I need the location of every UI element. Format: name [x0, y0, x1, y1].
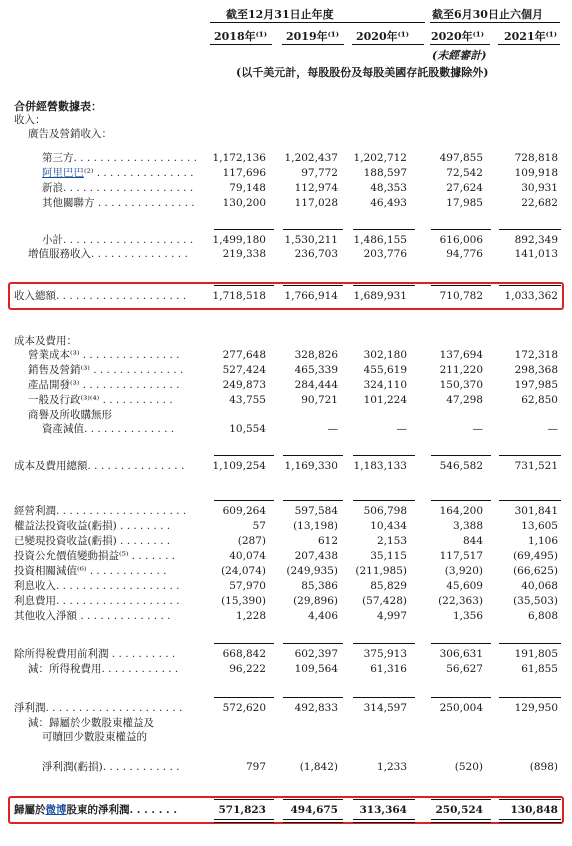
- row-value: 85,829: [370, 580, 407, 592]
- rule-line: [499, 643, 561, 644]
- row-value: 4,406: [307, 610, 338, 622]
- row-value: (898): [529, 761, 558, 773]
- row-value: 1,499,180: [212, 234, 266, 246]
- rule-line: [214, 643, 274, 644]
- double-underline: [499, 819, 561, 820]
- row-value: 188,597: [363, 167, 407, 179]
- row-value: 492,833: [294, 702, 338, 714]
- rule-line: [499, 455, 561, 456]
- row-value: 48,353: [370, 182, 407, 194]
- rule-line: [283, 643, 343, 644]
- row-label: 小計. . . . . . . . . . . . . . . . . . . .: [42, 234, 194, 246]
- row-value: 57: [252, 520, 266, 532]
- col-rule-3: [352, 44, 424, 45]
- rule-line: [499, 697, 561, 698]
- row-value: 22,682: [521, 197, 558, 209]
- row-value: 2,153: [376, 535, 407, 547]
- row-value: (211,985): [355, 565, 407, 577]
- double-underline: [214, 822, 274, 823]
- row-value: 130,848: [510, 804, 558, 816]
- row-value: 313,364: [359, 804, 407, 816]
- row-value: 97,772: [301, 167, 338, 179]
- row-value: 710,782: [439, 290, 483, 302]
- row-value: 844: [462, 535, 483, 547]
- alibaba-link[interactable]: 阿里巴巴: [42, 167, 84, 179]
- row-label: 成本及費用總額. . . . . . . . . . . . . . .: [14, 460, 185, 472]
- rule-line: [283, 500, 343, 501]
- double-underline: [214, 819, 274, 820]
- rule-line: [431, 643, 491, 644]
- rule-line: [214, 697, 274, 698]
- double-underline: [283, 819, 343, 820]
- row-value: 79,148: [229, 182, 266, 194]
- row-value: (69,495): [513, 550, 558, 562]
- row-value: (15,390): [221, 595, 266, 607]
- row-value: 597,584: [294, 505, 338, 517]
- row-value: 1,109,254: [212, 460, 266, 472]
- row-value: 497,855: [439, 152, 483, 164]
- row-label: 經營利潤. . . . . . . . . . . . . . . . . . . .: [14, 505, 187, 517]
- row-value: 612: [317, 535, 338, 547]
- row-label: 利息收入. . . . . . . . . . . . . . . . . . .: [14, 580, 180, 592]
- row-value: 117,696: [222, 167, 266, 179]
- double-underline: [353, 819, 415, 820]
- double-underline: [353, 822, 415, 823]
- row-label: 減：所得稅費用. . . . . . . . . . . .: [28, 663, 179, 675]
- row-value: 298,368: [514, 364, 558, 376]
- rule-line: [431, 229, 491, 230]
- header-rule-year: [210, 22, 425, 23]
- row-value: 249,873: [222, 379, 266, 391]
- double-underline: [499, 822, 561, 823]
- weibo-link[interactable]: 微博: [45, 804, 67, 816]
- row-value: 207,438: [294, 550, 338, 562]
- row-label: 收入總額. . . . . . . . . . . . . . . . . . . .: [14, 290, 187, 302]
- row-value: 375,913: [363, 648, 407, 660]
- row-value: 1,356: [452, 610, 483, 622]
- row-value: 250,524: [435, 804, 483, 816]
- row-value: 302,180: [363, 349, 407, 361]
- rule-line: [283, 455, 343, 456]
- rule-line: [214, 229, 274, 230]
- row-value: 109,564: [294, 663, 338, 675]
- row-label: 商譽及所收購無形: [28, 409, 112, 421]
- row-label: 新浪. . . . . . . . . . . . . . . . . . . .: [42, 182, 194, 194]
- rule-line: [431, 500, 491, 501]
- row-value: (249,935): [286, 565, 338, 577]
- row-label: 阿里巴巴⁽²⁾ . . . . . . . . . . . . . . .: [42, 167, 194, 179]
- row-label: 增值服務收入. . . . . . . . . . . . . . .: [28, 248, 188, 260]
- row-value: 109,918: [514, 167, 558, 179]
- row-value: (1,842): [299, 761, 338, 773]
- row-value: 609,264: [222, 505, 266, 517]
- row-value: —: [327, 423, 338, 435]
- row-value: 129,950: [514, 702, 558, 714]
- rule-line: [353, 643, 415, 644]
- row-value: 506,798: [363, 505, 407, 517]
- row-value: 797: [245, 761, 266, 773]
- double-underline: [431, 822, 491, 823]
- row-value: 301,841: [514, 505, 558, 517]
- rule-line: [353, 455, 415, 456]
- row-label: 其他關聯方 . . . . . . . . . . . . . . .: [42, 197, 195, 209]
- header-group-year: 截至12月31日止年度: [226, 8, 334, 21]
- row-label: 減：歸屬於少數股東權益及: [28, 717, 154, 729]
- row-value: —: [396, 423, 407, 435]
- row-value: 17,985: [446, 197, 483, 209]
- rule-line: [431, 697, 491, 698]
- row-value: 45,609: [446, 580, 483, 592]
- row-label: 其他收入淨額 . . . . . . . . . . . . . .: [14, 610, 171, 622]
- row-value: 328,826: [294, 349, 338, 361]
- col-rule-4: [430, 44, 490, 45]
- row-value: 616,006: [439, 234, 483, 246]
- row-label: 銷售及營銷⁽³⁾ . . . . . . . . . . . . . .: [28, 364, 184, 376]
- row-value: (57,428): [362, 595, 407, 607]
- row-value: 85,386: [301, 580, 338, 592]
- rule-line: [499, 500, 561, 501]
- row-value: (3,920): [444, 565, 483, 577]
- row-value: —: [472, 423, 483, 435]
- row-value: 602,397: [294, 648, 338, 660]
- section-title: 合併經營數據表：: [14, 100, 102, 113]
- row-value: (13,198): [293, 520, 338, 532]
- col-rule-1: [210, 44, 272, 45]
- row-value: (29,896): [293, 595, 338, 607]
- rule-line: [431, 455, 491, 456]
- rule-line: [283, 697, 343, 698]
- row-value: 1,183,133: [353, 460, 407, 472]
- col-header-4: 2020年⁽¹⁾: [431, 30, 484, 43]
- row-value: 96,222: [229, 663, 266, 675]
- row-value: 1,233: [376, 761, 407, 773]
- row-value: (24,074): [221, 565, 266, 577]
- row-value: 94,776: [446, 248, 483, 260]
- row-value: (520): [454, 761, 483, 773]
- col-header-1: 2018年⁽¹⁾: [214, 30, 267, 43]
- row-value: 219,338: [222, 248, 266, 260]
- row-label: 淨利潤(虧損). . . . . . . . . . . .: [42, 761, 180, 773]
- row-value: 1,106: [527, 535, 558, 547]
- row-value: 236,703: [294, 248, 338, 260]
- row-value: (287): [237, 535, 266, 547]
- row-value: 1,689,931: [353, 290, 407, 302]
- row-value: 277,648: [222, 349, 266, 361]
- row-label: 淨利潤. . . . . . . . . . . . . . . . . . . . .: [14, 702, 183, 714]
- row-value: 164,200: [439, 505, 483, 517]
- row-label: 權益法投資收益(虧損) . . . . . . . .: [14, 520, 171, 532]
- row-value: 56,627: [446, 663, 483, 675]
- row-value: 13,605: [521, 520, 558, 532]
- row-value: 1,172,136: [212, 152, 266, 164]
- rule-line: [353, 500, 415, 501]
- row-value: 35,115: [370, 550, 407, 562]
- row-value: 1,718,518: [212, 290, 266, 302]
- rule-line: [214, 455, 274, 456]
- row-value: 1,766,914: [284, 290, 338, 302]
- row-value: 117,517: [439, 550, 483, 562]
- row-value: 40,074: [229, 550, 266, 562]
- row-value: 57,970: [229, 580, 266, 592]
- row-value: 4,997: [376, 610, 407, 622]
- row-value: 1,228: [235, 610, 266, 622]
- row-value: 150,370: [439, 379, 483, 391]
- row-value: 43,755: [229, 394, 266, 406]
- rule-line: [499, 229, 561, 230]
- row-value: 130,200: [222, 197, 266, 209]
- row-value: 324,110: [363, 379, 407, 391]
- col-header-3: 2020年⁽¹⁾: [356, 30, 409, 43]
- row-value: 6,808: [527, 610, 558, 622]
- row-label: 營業成本⁽³⁾ . . . . . . . . . . . . . . .: [28, 349, 180, 361]
- row-value: 572,620: [222, 702, 266, 714]
- row-value: 61,316: [370, 663, 407, 675]
- row-label: 廣告及營銷收入：: [28, 128, 112, 140]
- row-label: 利息費用. . . . . . . . . . . . . . . . . . .: [14, 595, 180, 607]
- unaudited-note: (未經審計): [432, 49, 487, 62]
- row-value: 30,931: [521, 182, 558, 194]
- row-value: 546,582: [439, 460, 483, 472]
- row-label: 一般及行政⁽³⁾⁽⁴⁾ . . . . . . . . . . .: [28, 394, 173, 406]
- row-value: 3,388: [452, 520, 483, 532]
- row-value: 284,444: [294, 379, 338, 391]
- row-value: 728,818: [514, 152, 558, 164]
- row-value: 1,486,155: [353, 234, 407, 246]
- rule-line: [214, 500, 274, 501]
- row-value: 892,349: [514, 234, 558, 246]
- col-rule-2: [282, 44, 344, 45]
- row-value: 112,974: [294, 182, 338, 194]
- row-value: 137,694: [439, 349, 483, 361]
- rule-line: [283, 229, 343, 230]
- row-value: 61,855: [521, 663, 558, 675]
- row-value: 46,493: [370, 197, 407, 209]
- row-value: 90,721: [301, 394, 338, 406]
- row-value: 172,318: [514, 349, 558, 361]
- row-value: 1,202,712: [353, 152, 407, 164]
- col-header-5: 2021年⁽¹⁾: [504, 30, 557, 43]
- row-value: 314,597: [363, 702, 407, 714]
- row-value: 211,220: [439, 364, 483, 376]
- row-value: 455,619: [363, 364, 407, 376]
- row-value: 306,631: [439, 648, 483, 660]
- row-value: —: [547, 423, 558, 435]
- header-rule-half: [430, 22, 560, 23]
- rule-line: [353, 229, 415, 230]
- row-value: 62,850: [521, 394, 558, 406]
- unit-note: (以千美元計，每股股份及每股美國存託股數據除外): [236, 66, 489, 79]
- row-value: 1,169,330: [284, 460, 338, 472]
- header-group-half: 截至6月30日止六個月: [432, 8, 543, 21]
- row-value: 40,068: [521, 580, 558, 592]
- row-value: 465,339: [294, 364, 338, 376]
- row-value: (35,503): [513, 595, 558, 607]
- row-label: 成本及費用：: [14, 335, 77, 347]
- row-value: 197,985: [514, 379, 558, 391]
- row-value: 10,434: [370, 520, 407, 532]
- row-value: (22,363): [438, 595, 483, 607]
- row-label: 已變現投資收益(虧損) . . . . . . . .: [14, 535, 171, 547]
- col-header-2: 2019年⁽¹⁾: [286, 30, 339, 43]
- row-value: 1,202,437: [284, 152, 338, 164]
- row-value: 527,424: [222, 364, 266, 376]
- double-underline: [431, 819, 491, 820]
- row-label: 除所得稅費用前利潤 . . . . . . . . . .: [14, 648, 176, 660]
- row-value: 191,805: [514, 648, 558, 660]
- row-value: 47,298: [446, 394, 483, 406]
- row-value: 101,224: [363, 394, 407, 406]
- row-value: 1,530,211: [284, 234, 338, 246]
- row-value: 571,823: [218, 804, 266, 816]
- row-label: 資產減值. . . . . . . . . . . . . .: [42, 423, 175, 435]
- row-value: 117,028: [294, 197, 338, 209]
- row-value: 72,542: [446, 167, 483, 179]
- row-label: 投資相關減值⁽⁶⁾ . . . . . . . . . . . .: [14, 565, 167, 577]
- row-label: 產品開發⁽³⁾ . . . . . . . . . . . . . . .: [28, 379, 180, 391]
- double-underline: [283, 822, 343, 823]
- row-value: 10,554: [229, 423, 266, 435]
- row-value: 141,013: [514, 248, 558, 260]
- row-value: 494,675: [290, 804, 338, 816]
- row-value: 203,776: [363, 248, 407, 260]
- row-value: 250,004: [439, 702, 483, 714]
- row-label: 第三方. . . . . . . . . . . . . . . . . . .: [42, 152, 197, 164]
- row-value: 731,521: [514, 460, 558, 472]
- col-rule-5: [498, 44, 560, 45]
- rule-line: [353, 697, 415, 698]
- row-label: 投資公允價值變動損益⁽⁵⁾ . . . . . . .: [14, 550, 176, 562]
- row-label: 可贖回少數股東權益的: [42, 731, 147, 743]
- row-value: (66,625): [513, 565, 558, 577]
- row-label: 收入：: [14, 114, 46, 126]
- row-value: 1,033,362: [504, 290, 558, 302]
- row-value: 27,624: [446, 182, 483, 194]
- highlight-box: [8, 282, 564, 310]
- row-value: 668,842: [222, 648, 266, 660]
- row-label: 歸屬於微博股東的淨利潤. . . . . . .: [14, 804, 178, 816]
